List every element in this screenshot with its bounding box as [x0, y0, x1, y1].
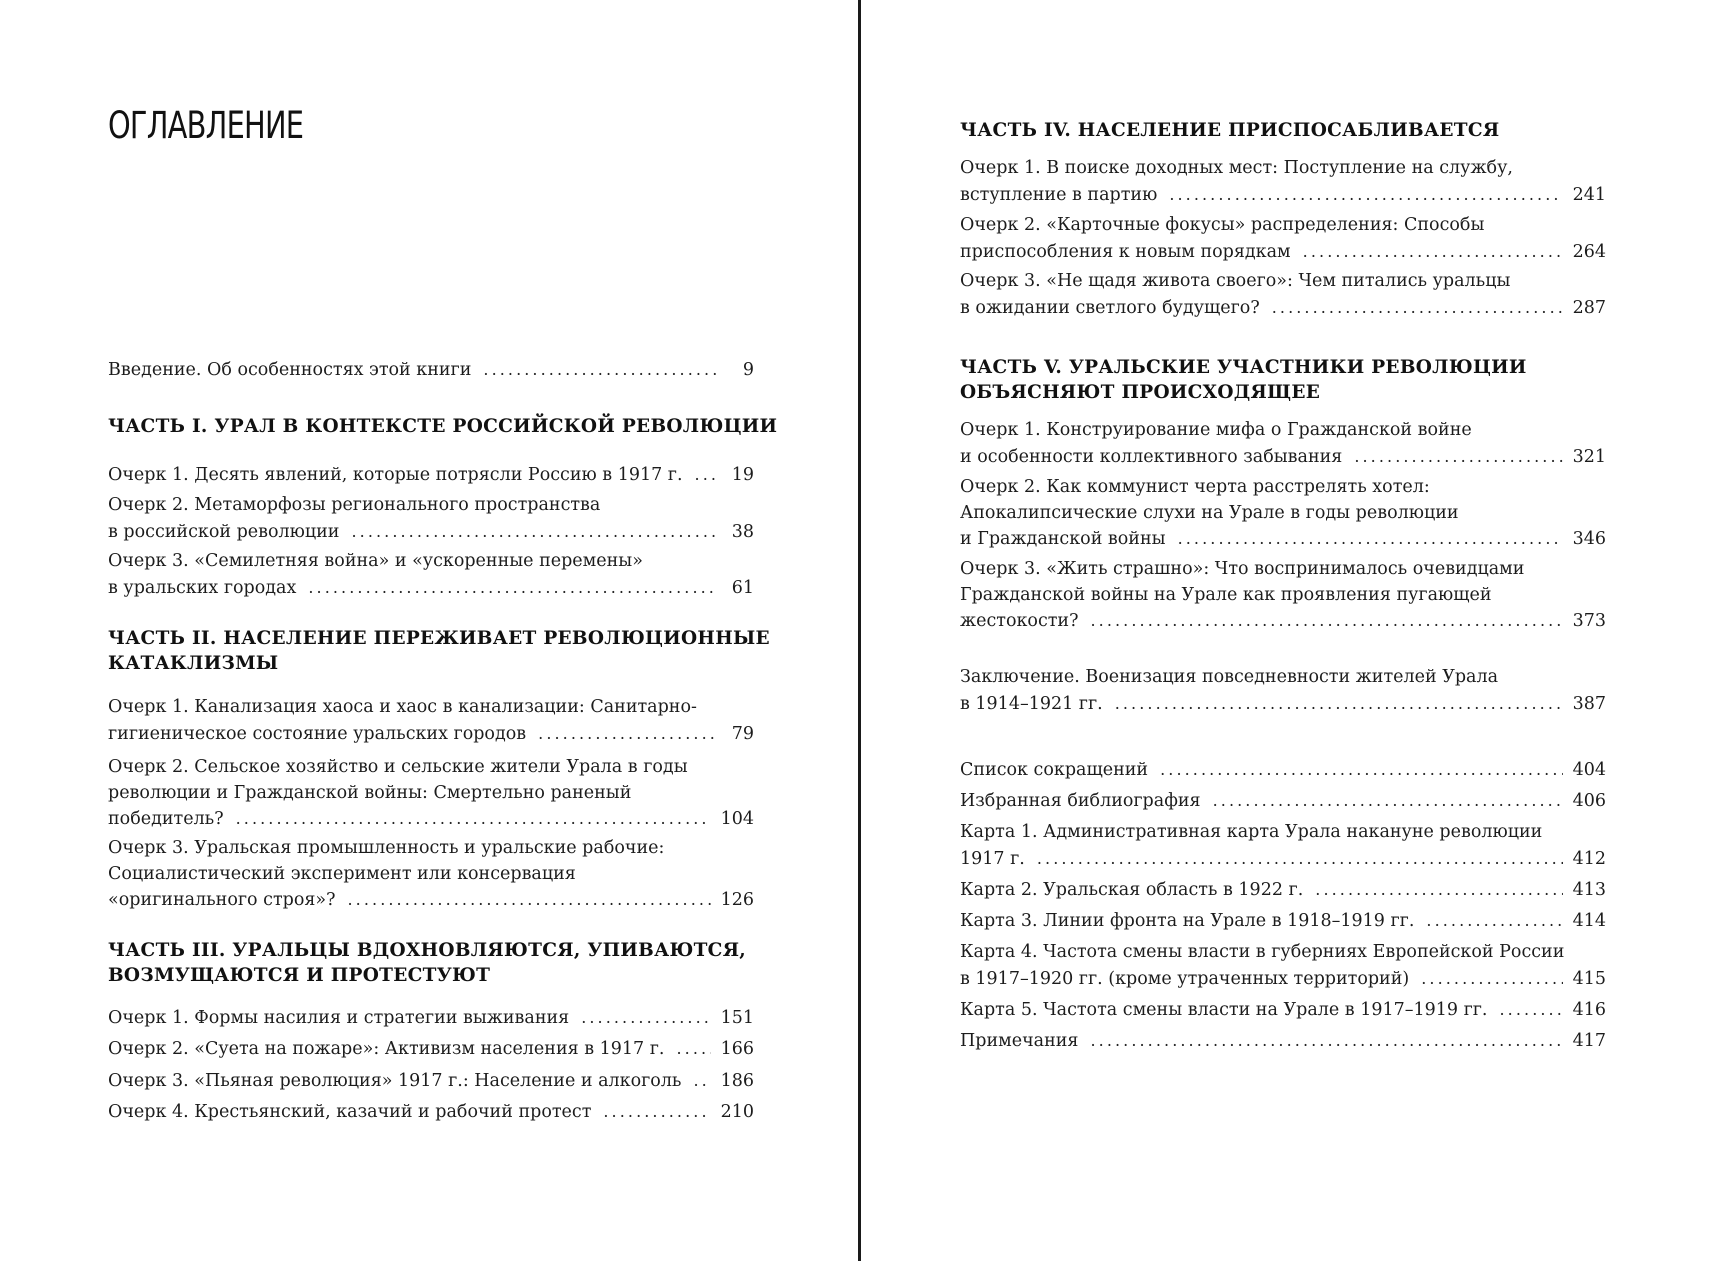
page-number: 19	[731, 465, 754, 485]
dot-leader	[1500, 997, 1563, 1023]
toc-entry-row	[108, 806, 754, 833]
dot-leader	[351, 519, 716, 545]
toc-entry-row	[108, 1036, 754, 1063]
dot-leader	[483, 357, 716, 383]
page-number: 415	[1572, 968, 1606, 989]
toc-entry-text: Карта 2. Уральская область в 1922 г.	[960, 880, 1304, 900]
toc-entry-text: и особенности коллективного забывания	[960, 446, 1343, 467]
toc-entry-text: приспособления к новым порядкам	[960, 241, 1291, 262]
toc-entry-row	[960, 846, 1606, 873]
toc-entry[interactable]	[960, 418, 1606, 470]
dot-leader	[1213, 788, 1563, 814]
toc-entry-text: Введение. Об особенностях этой книги	[108, 360, 472, 380]
toc-entry[interactable]	[960, 788, 1606, 815]
toc-entry[interactable]	[960, 877, 1606, 904]
page-number: 387	[1572, 693, 1606, 714]
toc-entry-text: победитель?	[108, 809, 224, 829]
part-heading-3	[108, 938, 748, 988]
page-number: 186	[720, 1071, 754, 1091]
toc-entry-text: жестокости?	[960, 611, 1079, 631]
dot-leader	[1037, 846, 1563, 872]
dot-leader	[695, 462, 716, 488]
dot-leader	[538, 721, 716, 747]
toc-entry[interactable]	[960, 665, 1606, 717]
toc-entry[interactable]	[108, 836, 754, 914]
toc-entry[interactable]	[960, 475, 1606, 553]
toc-entry[interactable]	[108, 755, 754, 833]
toc-entry-text: Список сокращений	[960, 760, 1149, 780]
toc-entry-row	[108, 357, 754, 384]
part-heading-2	[108, 626, 770, 676]
toc-entry-row	[960, 997, 1606, 1024]
toc-entry-text: в российской революции	[108, 521, 340, 542]
page-number: 210	[720, 1102, 754, 1122]
dot-leader	[603, 1099, 710, 1125]
toc-entry-row	[960, 295, 1606, 322]
dot-leader	[676, 1036, 710, 1062]
page-number: 414	[1572, 911, 1606, 931]
toc-entry-text: Очерк 1. Десять явлений, которые потрясли Россию в 1917 г.	[108, 465, 683, 485]
dot-leader	[581, 1005, 710, 1031]
toc-entry[interactable]	[960, 213, 1606, 265]
toc-entry-text: Очерк 1. В поиске доходных мест: Поступление на службу,	[960, 158, 1513, 178]
toc-entry-text: 1917 г.	[960, 848, 1025, 869]
part-heading-1	[108, 414, 778, 439]
dot-leader	[308, 575, 716, 601]
toc-entry-row	[108, 1099, 754, 1126]
part-heading-line: ВОЗМУЩАЮТСЯ И ПРОТЕСТУЮТ	[108, 965, 491, 986]
toc-entry-row	[960, 239, 1606, 266]
page-number: 264	[1572, 241, 1606, 262]
part-heading-line: ОБЪЯСНЯЮТ ПРОИСХОДЯЩЕЕ	[960, 382, 1321, 403]
page-number: 373	[1572, 611, 1606, 631]
toc-entry-text: и Гражданской войны	[960, 529, 1166, 549]
part-heading-line: ЧАСТЬ IV. НАСЕЛЕНИЕ ПРИСПОСАБЛИВАЕТСЯ	[960, 120, 1500, 141]
toc-entry-text: гигиеническое состояние уральских городов	[108, 723, 527, 744]
toc-entry-text: Очерк 3. «Пьяная революция» 1917 г.: Население и алкоголь	[108, 1071, 682, 1091]
toc-entry-text: Избранная библиография	[960, 791, 1201, 811]
dot-leader	[693, 1068, 710, 1094]
toc-entry-text: в 1914–1921 гг.	[960, 693, 1103, 714]
page-number: 321	[1572, 446, 1606, 467]
part-heading-4	[960, 118, 1600, 143]
toc-entry-text: Карта 1. Административная карта Урала накануне революции	[960, 822, 1543, 842]
part-heading-line: ЧАСТЬ V. УРАЛЬСКИЕ УЧАСТНИКИ РЕВОЛЮЦИИ	[960, 357, 1527, 378]
toc-entry-row	[108, 721, 754, 748]
dot-leader	[1115, 691, 1563, 717]
toc-entry[interactable]	[108, 357, 754, 384]
toc-entry[interactable]	[960, 940, 1606, 992]
page-number: 38	[731, 521, 754, 542]
toc-entry-row	[960, 908, 1606, 935]
toc-entry-row	[108, 519, 754, 546]
toc-entry[interactable]	[108, 695, 754, 747]
page-number: 413	[1572, 880, 1606, 900]
page-number: 104	[720, 809, 754, 829]
toc-entry[interactable]	[960, 156, 1606, 208]
book-spine	[858, 0, 861, 1261]
toc-entry-row	[960, 526, 1606, 553]
dot-leader	[1160, 757, 1563, 783]
toc-entry-row	[108, 1005, 754, 1032]
toc-entry[interactable]	[960, 1028, 1606, 1055]
toc-entry-text: Очерк 3. «Не щадя живота своего»: Чем питались уральцы	[960, 271, 1511, 291]
toc-entry-text: «оригинального строя»?	[108, 890, 336, 910]
part-heading-line: КАТАКЛИЗМЫ	[108, 653, 279, 674]
toc-entry-text: Карта 3. Линии фронта на Урале в 1918–1919 гг.	[960, 911, 1415, 931]
toc-entry[interactable]	[108, 493, 754, 545]
toc-entry[interactable]	[960, 997, 1606, 1024]
toc-entry-row	[960, 608, 1606, 635]
toc-entry[interactable]	[108, 462, 754, 489]
toc-entry-row	[960, 966, 1606, 993]
toc-entry-text: Очерк 3. Уральская промышленность и уральские рабочие:	[108, 838, 665, 858]
dot-leader	[1421, 966, 1562, 992]
toc-entry-text: в уральских городах	[108, 577, 297, 598]
part-heading-line: ЧАСТЬ I. УРАЛ В КОНТЕКСТЕ РОССИЙСКОЙ РЕВОЛЮЦИИ	[108, 416, 778, 437]
toc-entry[interactable]	[960, 269, 1606, 321]
dot-leader	[1303, 239, 1563, 265]
toc-entry-row	[960, 788, 1606, 815]
toc-entry-row	[960, 182, 1606, 209]
page-number: 287	[1572, 297, 1606, 318]
page-number: 412	[1572, 848, 1606, 869]
page-number: 416	[1572, 1000, 1606, 1020]
toc-entry[interactable]	[960, 908, 1606, 935]
toc-entry-text: Очерк 3. «Семилетняя война» и «ускоренные перемены»	[108, 551, 643, 571]
dot-leader	[1178, 526, 1563, 552]
toc-entry-text: Очерк 2. «Карточные фокусы» распределения: Способы	[960, 215, 1485, 235]
toc-entry-text: Карта 4. Частота смены власти в губерниях Европейской России	[960, 942, 1565, 962]
page-number: 417	[1572, 1031, 1606, 1051]
toc-entry-text: в ожидании светлого будущего?	[960, 297, 1260, 318]
dot-leader	[1090, 608, 1562, 634]
toc-entry[interactable]	[960, 557, 1606, 635]
toc-entry-row	[960, 691, 1606, 718]
dot-leader	[236, 806, 711, 832]
page-number: 241	[1572, 184, 1606, 205]
dot-leader	[1426, 908, 1562, 934]
part-heading-line: ЧАСТЬ II. НАСЕЛЕНИЕ ПЕРЕЖИВАЕТ РЕВОЛЮЦИОННЫЕ	[108, 628, 770, 649]
toc-entry-text: Очерк 3. «Жить страшно»: Что воспринималось очевидцами	[960, 559, 1525, 579]
toc-entry-text: Социалистический эксперимент или консервация	[108, 863, 576, 884]
part-heading-5	[960, 355, 1600, 405]
toc-entry-row	[108, 575, 754, 602]
toc-entry[interactable]	[960, 757, 1606, 784]
page-number: 61	[731, 577, 754, 598]
dot-leader	[1169, 182, 1562, 208]
toc-entry[interactable]	[108, 1068, 754, 1095]
page-number: 346	[1572, 529, 1606, 549]
toc-entry-text: Карта 5. Частота смены власти на Урале в 1917–1919 гг.	[960, 1000, 1488, 1020]
page-number: 79	[731, 723, 754, 744]
toc-entry[interactable]	[108, 1005, 754, 1032]
toc-entry[interactable]	[108, 549, 754, 601]
page-number: 126	[720, 890, 754, 910]
toc-entry-text: Примечания	[960, 1031, 1079, 1051]
toc-entry-row	[960, 1028, 1606, 1055]
toc-entry[interactable]	[960, 820, 1606, 872]
toc-entry[interactable]	[108, 1036, 754, 1063]
toc-entry-row	[108, 1068, 754, 1095]
toc-entry[interactable]	[108, 1099, 754, 1126]
toc-entry-text: в 1917–1920 гг. (кроме утраченных территорий)	[960, 968, 1410, 989]
toc-entry-text: Очерк 2. Сельское хозяйство и сельские жители Урала в годы	[108, 757, 688, 777]
page-number: 151	[720, 1008, 754, 1028]
toc-entry-text: Очерк 1. Канализация хаоса и хаос в канализации: Санитарно-	[108, 697, 697, 717]
toc-entry-text: Заключение. Военизация повседневности жителей Урала	[960, 667, 1499, 687]
toc-entry-row	[108, 887, 754, 914]
toc-entry-text: Очерк 2. Как коммунист черта расстрелять хотел:	[960, 477, 1430, 497]
dot-leader	[1090, 1028, 1562, 1054]
part-heading-line: ЧАСТЬ III. УРАЛЬЦЫ ВДОХНОВЛЯЮТСЯ, УПИВАЮТСЯ,	[108, 940, 747, 961]
toc-entry-row	[960, 757, 1606, 784]
toc-entry-text: вступление в партию	[960, 184, 1158, 205]
toc-entry-text: Очерк 1. Конструирование мифа о Гражданской войне	[960, 420, 1472, 440]
page-number: 406	[1572, 791, 1606, 811]
dot-leader	[348, 887, 711, 913]
toc-entry-text: революции и Гражданской войны: Смертельно раненый	[108, 782, 632, 803]
toc-entry-row	[960, 877, 1606, 904]
dot-leader	[1354, 444, 1562, 470]
toc-entry-text: Гражданской войны на Урале как проявления пугающей	[960, 584, 1492, 605]
page-number: 9	[742, 360, 754, 380]
page-title: ОГЛАВЛЕНИЕ	[108, 104, 304, 147]
toc-entry-text: Очерк 1. Формы насилия и стратегии выживания	[108, 1008, 570, 1028]
toc-entry-text: Очерк 2. «Суета на пожаре»: Активизм населения в 1917 г.	[108, 1039, 665, 1059]
toc-entry-row	[960, 444, 1606, 471]
dot-leader	[1315, 877, 1562, 903]
page-number: 404	[1572, 760, 1606, 780]
toc-entry-text: Очерк 2. Метаморфозы регионального пространства	[108, 495, 601, 515]
dot-leader	[1272, 295, 1563, 321]
toc-entry-row	[108, 462, 754, 489]
page-number: 166	[720, 1039, 754, 1059]
toc-entry-text: Апокалипсические слухи на Урале в годы революции	[960, 502, 1459, 523]
toc-entry-text: Очерк 4. Крестьянский, казачий и рабочий протест	[108, 1102, 592, 1122]
